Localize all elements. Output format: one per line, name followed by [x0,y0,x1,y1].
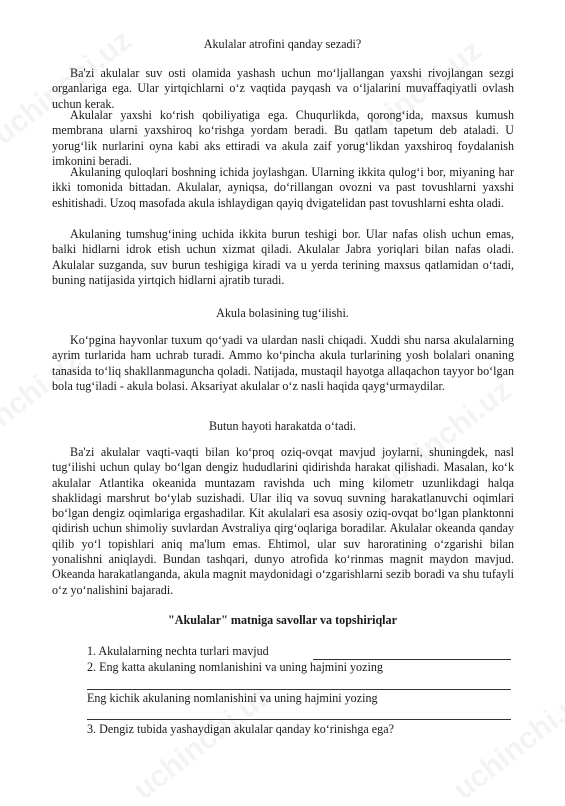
question-2: 2. Eng katta akulaning nomlanishini va uning hajmini yozing [87,660,383,674]
paragraph: Akulaning quloqlari boshning ichida joylashgan. Ularning ikkita qulog‘i bor, miyaning har ikki tomonida bittadan. Akulalar, ayniqsa, do‘rillangan ovozni va past tovushlarni yaxshi eshitishadi. Uzoq masofada akula ishlaydigan qayiq dvigatelidan past tovushlarni eshta oladi. [52,165,514,210]
paragraph: Ko‘pgina hayvonlar tuxum qo‘yadi va ulardan nasli chiqadi. Xuddi shu narsa akulalarning ayrim turlarida ham uchrab turadi. Ammo ko‘pincha akula turlarining yosh bolalari onaning tanasida to‘liq shakllanmaguncha qoladi. Natijada, mustaqil hayotga allaqachon tayyor bo‘lgan bola tug‘iladi - akula bolasi. Aksariyat akulalar o‘z nasli haqida qayg‘urmaydilar. [52,333,514,393]
question-2b: Eng kichik akulaning nomlanishini va uning hajmini yozing [87,691,378,705]
section-heading: Butun hayoti harakatda o‘tadi. [208,419,357,433]
question-3: 3. Dengiz tubida yashaydigan akulalar qanday ko‘rinishga ega? [87,722,394,736]
paragraph: Akulaning tumshug‘ining uchida ikkita burun teshigi bor. Ular nafas olish uchun emas, balki hidlarni idrok etish uchun xizmat qiladi. Akulalar Jabra yoriqlari bilan nafas oladi. Akulalar suzganda, suv burun teshigiga kiradi va u yerda terining maxsus qatlamidan o‘tadi, buning natijasida yirtqich hidlarni ajratib turadi. [52,227,514,287]
watermark [453,686,565,800]
paragraph: Akulalar yaxshi ko‘rish qobiliyatiga ega. Chuqurlikda, qorong‘ida, maxsus kumush membrana ularni yaxshiroq ko‘rishga yordam beradi. Bu qatlam tapetum deb ataladi. U yorug‘lik nurlarini oyna kabi aks ettiradi va akula zaif yorug‘likdan yaxshiroq foydalanish imkonini beradi. [52,108,514,168]
answer-line[interactable] [87,719,511,720]
page-title: Akulalar atrofini qanday sezadi? [203,37,362,51]
paragraph: Ba'zi akulalar vaqti-vaqti bilan ko‘proq oziq-ovqat mavjud joylarni, shuningdek, nasl tug‘ilishi uchun qulay bo‘lgan dengiz hududlarini qidirishda harakat qilishadi. Masalan, ko‘k akulalar Atlantika okeanida muntazam ravishda uch ming kilometr uzunlikdagi halqa shaklidagi marshrut bo‘ylab suzishadi. Ular iliq va sovuq suvning harakatlanuvchi oqimlari bo‘lgan dengiz oqimlariga ergashadilar. Kit akulalari esa asosiy oziq-ovqat bo‘lgan planktonni qidirish uchun shimoliy suvlardan Avstraliya qirg‘oqlariga boradilar. Akulalar okeanda qanday qilib yo‘l topishlari aniq ma'lum emas. Ehtimol, ular suv haroratining o‘zgarishi bilan yonalishni aniqlaydi. Bundan tashqari, dunyo atrofida ko‘rinmas magnit maydon mavjud. Okeanda harakatlanganda, akula magnit maydonidagi o‘zgarishlarni sezib boradi va shu tufayli o‘z yo‘nalishini bajaradi. [52,445,514,597]
question-1: 1. Akulalarning nechta turlari mavjud [87,644,269,658]
answer-line[interactable] [87,689,511,690]
questions-title: "Akulalar" matniga savollar va topshiriqlar [168,613,397,627]
section-heading: Akula bolasining tug‘ilishi. [216,306,349,320]
paragraph: Ba'zi akulalar suv osti olamida yashash uchun mo‘ljallangan yaxshi rivojlangan sezgi organlariga ega. Ular yirtqichlarni o‘z vaqtida payqash va o‘ljalarini muvaffaqiyatli ovlash uchun kerak. [52,66,514,111]
